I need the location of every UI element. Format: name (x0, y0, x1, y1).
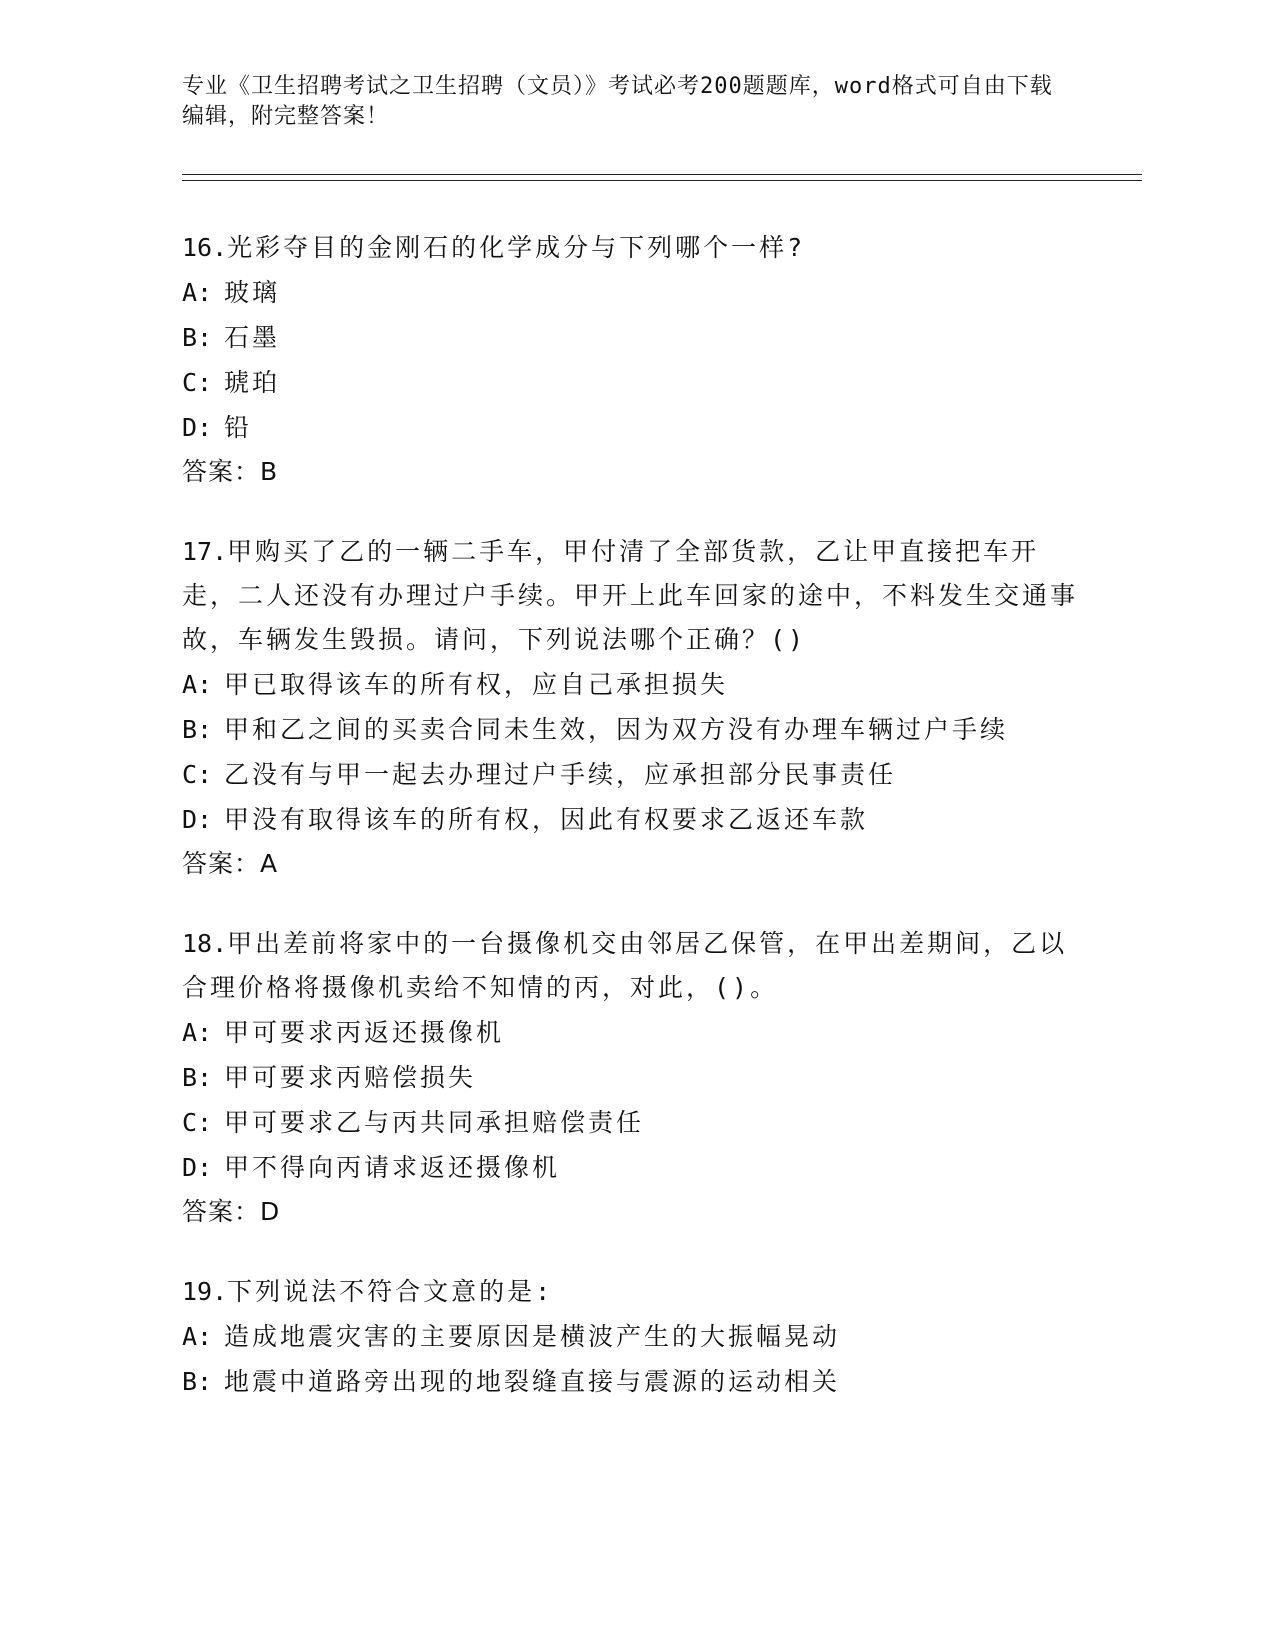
option-a (182, 662, 1082, 707)
option-list (182, 270, 1082, 450)
option-text: 甲不得向丙请求返还摄像机 (224, 1153, 561, 1182)
option-c (182, 1100, 1082, 1145)
question-number: 16. (182, 233, 228, 262)
question-stem (182, 922, 1082, 1010)
option-text: 造成地震灾害的主要原因是横波产生的大振幅晃动 (224, 1322, 841, 1351)
answer-line: 答案：B (182, 457, 279, 486)
option-b (182, 1359, 1082, 1404)
option-key: C: (182, 1108, 213, 1137)
option-key: D: (182, 1153, 213, 1182)
option-text: 甲和乙之间的买卖合同未生效，因为双方没有办理车辆过户手续 (224, 715, 1009, 744)
question-16 (182, 226, 1082, 494)
option-key: A: (182, 670, 213, 699)
option-text: 甲没有取得该车的所有权，因此有权要求乙返还车款 (224, 805, 869, 834)
question-18 (182, 922, 1082, 1234)
question-stem (182, 530, 1082, 662)
question-number: 18. (182, 929, 228, 958)
option-text: 琥珀 (224, 368, 281, 397)
option-key: C: (182, 368, 213, 397)
option-key: B: (182, 1063, 213, 1092)
question-number: 17. (182, 537, 228, 566)
question-number: 19. (182, 1277, 228, 1306)
question-19 (182, 1270, 1082, 1404)
option-d (182, 797, 1082, 842)
option-a (182, 270, 1082, 315)
option-key: A: (182, 1322, 213, 1351)
option-text: 甲已取得该车的所有权，应自己承担损失 (224, 670, 729, 699)
option-text: 铅 (224, 413, 253, 442)
header-divider-bottom (182, 180, 1142, 181)
option-d (182, 405, 1082, 450)
option-list (182, 662, 1082, 842)
option-c (182, 752, 1082, 797)
question-stem (182, 1270, 1082, 1314)
option-key: B: (182, 323, 213, 352)
option-key: C: (182, 760, 213, 789)
option-text: 甲可要求乙与丙共同承担赔偿责任 (224, 1108, 645, 1137)
option-key: A: (182, 1018, 213, 1047)
question-text: 下列说法不符合文意的是: (227, 1277, 554, 1306)
option-text: 乙没有与甲一起去办理过户手续，应承担部分民事责任 (224, 760, 897, 789)
answer-line: 答案：A (182, 849, 279, 878)
answer-line: 答案：D (182, 1197, 281, 1226)
question-stem (182, 226, 1082, 270)
option-text: 玻璃 (224, 278, 281, 307)
option-list (182, 1010, 1082, 1190)
option-b (182, 1055, 1082, 1100)
option-text: 甲可要求丙返还摄像机 (224, 1018, 505, 1047)
question-text: 甲出差前将家中的一台摄像机交由邻居乙保管，在甲出差期间，乙以合理价格将摄像机卖给不知情的丙，对此，()。 (182, 929, 1068, 1002)
question-text: 甲购买了乙的一辆二手车，甲付清了全部货款，乙让甲直接把车开走，二人还没有办理过户手续。甲开上此车回家的途中，不料发生交通事故，车辆发生毁损。请问，下列说法哪个正确？() (182, 537, 1079, 654)
option-key: B: (182, 715, 213, 744)
option-d (182, 1145, 1082, 1190)
option-text: 石墨 (224, 323, 281, 352)
question-17 (182, 530, 1082, 886)
option-text: 地震中道路旁出现的地裂缝直接与震源的运动相关 (224, 1367, 841, 1396)
option-c (182, 360, 1082, 405)
option-key: D: (182, 805, 213, 834)
option-key: B: (182, 1367, 213, 1396)
header-divider-top (182, 174, 1142, 175)
option-a (182, 1010, 1082, 1055)
option-b (182, 707, 1082, 752)
option-a (182, 1314, 1082, 1359)
option-key: D: (182, 413, 213, 442)
option-text: 甲可要求丙赔偿损失 (224, 1063, 477, 1092)
option-list (182, 1314, 1082, 1404)
question-text: 光彩夺目的金刚石的化学成分与下列哪个一样? (227, 233, 806, 262)
option-key: A: (182, 278, 213, 307)
option-b (182, 315, 1082, 360)
document-header: 专业《卫生招聘考试之卫生招聘（文员）》考试必考200题题库，word格式可自由下载编辑，附完整答案！ (182, 74, 1053, 129)
